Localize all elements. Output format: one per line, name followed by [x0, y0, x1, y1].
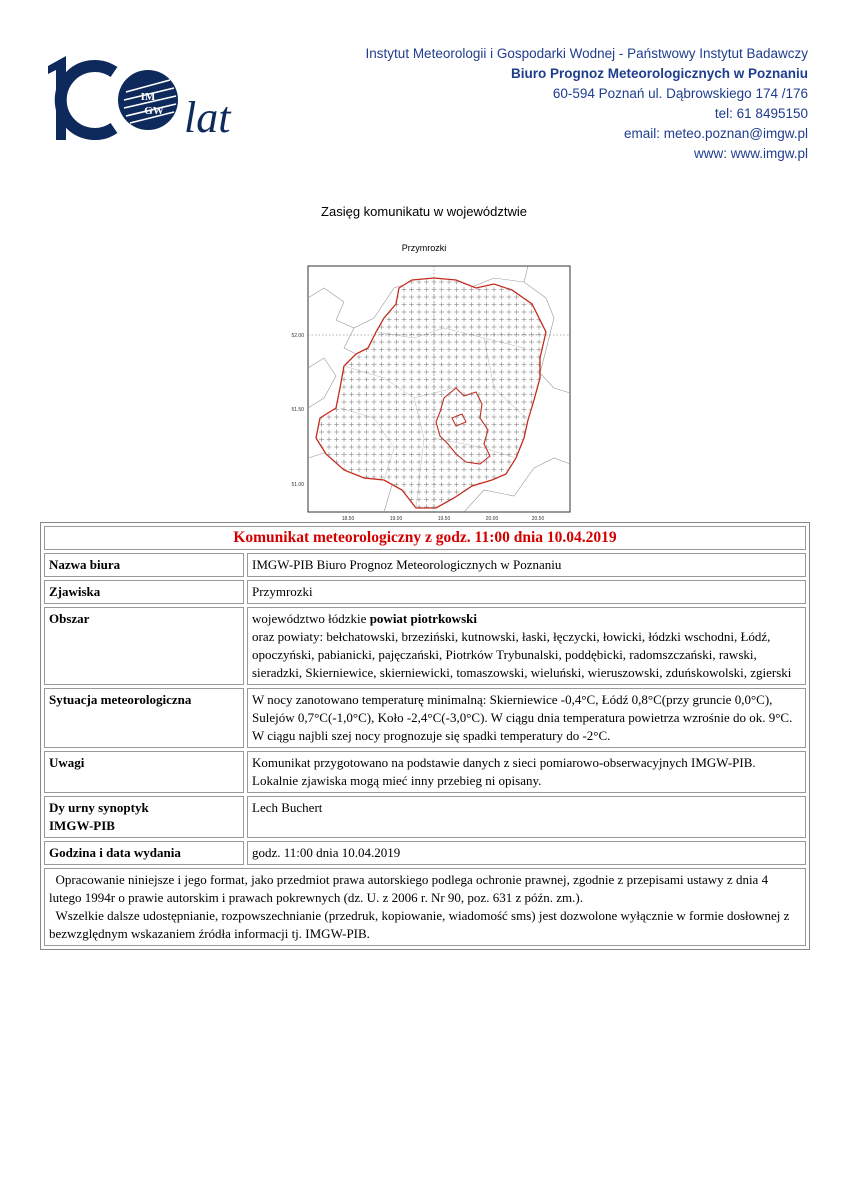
- office-address: 60-594 Poznań ul. Dąbrowskiego 174 /176: [552, 86, 808, 101]
- svg-text:lat: lat: [184, 93, 231, 142]
- duty-forecaster-label: [44, 796, 244, 838]
- phenomena-label: Zjawiska: [44, 580, 244, 604]
- lon-label-5: 20.50: [531, 516, 545, 522]
- svg-text:GW: GW: [144, 105, 164, 117]
- lon-label-1: 18.50: [341, 516, 355, 522]
- area-voivodeship: województwo łódzkie: [252, 611, 370, 626]
- duty-forecaster-label-line1: Dy urny synoptyk: [49, 800, 149, 815]
- area-other-counties: oraz powiaty: bełchatowski, brzeziński, kutnowski, łaski, łęczycki, łowicki, łódzki wschodni, Łódź, opoczyński, pabianicki, pajęczański, Piotrków Trybunalski, poddębicki, radomszczański, rawski, sieradzki, Skierniewice, skierniewicki, tomaszowski, wieluński, wieruszowski, zduńskowolski, zgierski: [252, 629, 792, 680]
- lat-label-1: 52.00: [291, 333, 304, 339]
- distribution-text: Wszelkie dalsze udostępnianie, rozpowszechnianie (przedruk, kopiowanie, wiadomość sms) jest dozwolone wyłącznie w formie dosłownej z bezwzględnym wskazaniem źródła informacji tj. IMGW-PIB.: [49, 908, 790, 941]
- lon-label-4: 20.00: [485, 516, 499, 522]
- copyright-text: Opracowanie niniejsze i jego format, jako przedmiot prawa autorskiego podlega ochronie prawnej, zgodnie z przepisami ustawy z dnia 4 lutego 1994r o prawie autorskim i prawach pokrewnych (dz. U. z 2006 r. Nr 90, poz. 631 z późn. zm.).: [49, 872, 769, 905]
- institute-name: Instytut Meteorologii i Gospodarki Wodnej - Państwowy Instytut Badawczy: [365, 46, 808, 61]
- svg-text:IM: IM: [140, 91, 156, 103]
- lon-label-3: 19.50: [437, 516, 451, 522]
- institute-header: [366, 44, 808, 164]
- issue-time-label: Godzina i data wydania: [44, 841, 244, 865]
- weather-report-table: [40, 522, 810, 950]
- office-website[interactable]: www: www.imgw.pl: [693, 146, 808, 161]
- office-email[interactable]: email: meteo.poznan@imgw.pl: [623, 126, 808, 141]
- situation-label: Sytuacja meteorologiczna: [44, 688, 244, 748]
- situation-value: W nocy zanotowano temperaturę minimalną: Skierniewice -0,4°C, Łódź 0,8°C(przy gruncie 0,0°C), Sulejów 0,7°C(-1,0°C), Koło -2,4°C(-3,0°C). W ciągu dnia temperatura powietrza wzrośnie do ok. 9°C. W ciągu najbli szej nocy prognozuje się spadki temperatury do -2°C.: [247, 688, 806, 748]
- map-title: Przymrozki: [401, 243, 447, 253]
- area-main-county: powiat piotrkowski: [369, 611, 477, 626]
- office-phone: tel: 61 8495150: [714, 106, 808, 121]
- report-title: Komunikat meteorologiczny z godz. 11:00 dnia 10.04.2019: [44, 526, 806, 550]
- area-label: Obszar: [44, 607, 244, 685]
- office-value: IMGW-PIB Biuro Prognoz Meteorologicznych w Poznaniu: [247, 553, 806, 577]
- map-caption: Zasięg komunikatu w województwie: [321, 204, 527, 219]
- lat-label-3: 51.00: [291, 482, 304, 488]
- phenomena-value: Przymrozki: [247, 580, 806, 604]
- office-label: Nazwa biura: [44, 553, 244, 577]
- lon-label-2: 19.00: [389, 516, 403, 522]
- remarks-label: Uwagi: [44, 751, 244, 793]
- duty-forecaster-label-line2: IMGW-PIB: [49, 818, 115, 833]
- office-name: Biuro Prognoz Meteorologicznych w Poznaniu: [510, 66, 808, 81]
- warning-area-map: [284, 258, 574, 526]
- area-value: [247, 607, 806, 685]
- lat-label-2: 51.50: [291, 407, 304, 413]
- imgw-100-lat-logo: [44, 52, 259, 142]
- remarks-value: Komunikat przygotowano na podstawie danych z sieci pomiarowo-obserwacyjnych IMGW-PIB. Lokalnie zjawiska mogą mieć inny przebieg ni opisany.: [247, 751, 806, 793]
- copyright-footer: [44, 868, 806, 946]
- issue-time-value: godz. 11:00 dnia 10.04.2019: [247, 841, 806, 865]
- duty-forecaster-value: Lech Buchert: [247, 796, 806, 838]
